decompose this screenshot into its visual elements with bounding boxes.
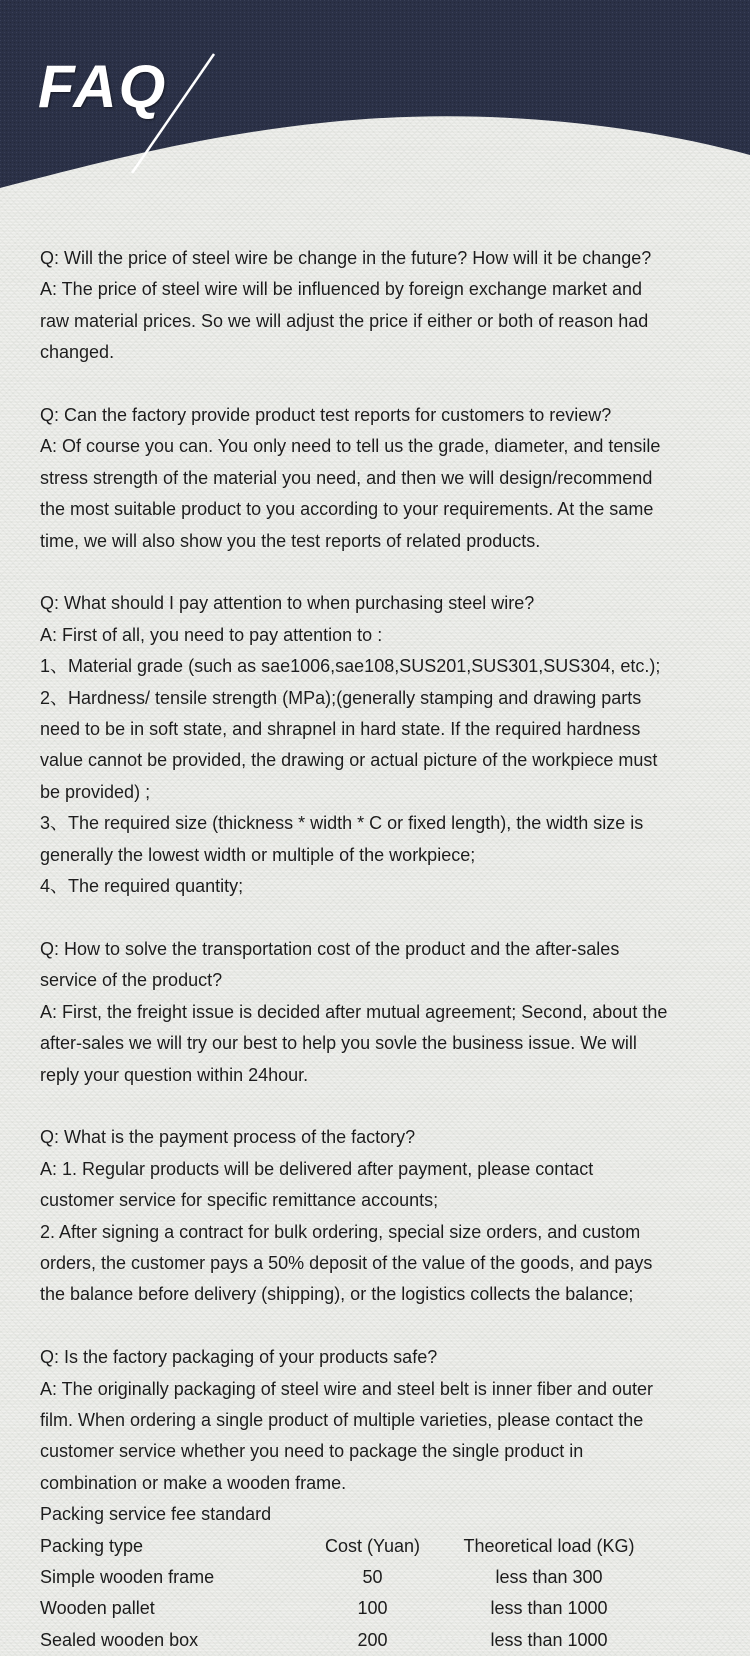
slash-decoration — [0, 0, 750, 215]
faq-question: Q: What is the payment process of the factory? — [40, 1127, 416, 1148]
faq-answer-line: after-sales we will try our best to help you sovle the business issue. We will — [40, 1033, 637, 1054]
page-title: FAQ — [38, 53, 168, 120]
faq-question: Q: Can the factory provide product test reports for customers to review? — [40, 405, 612, 426]
load-cell: less than 1000 — [490, 1629, 608, 1650]
faq-answer-line: orders, the customer pays a 50% deposit of the value of the goods, and pays — [40, 1252, 653, 1273]
faq-answer-line: 2. After signing a contract for bulk ordering, special size orders, and custom — [40, 1221, 641, 1242]
faq-answer-line: raw material prices. So we will adjust the price if either or both of reason had — [40, 310, 649, 331]
faq-answer-line: value cannot be provided, the drawing or actual picture of the workpiece must — [40, 750, 658, 771]
faq-answer-line: customer service whether you need to package the single product in — [40, 1441, 584, 1462]
faq-answer-line: changed. — [40, 342, 115, 363]
faq-answer-line: A: Of course you can. You only need to tell us the grade, diameter, and tensile — [40, 436, 661, 457]
faq-item — [40, 1342, 720, 1530]
faq-answer-line: the balance before delivery (shipping), or the logistics collects the balance; — [40, 1284, 634, 1305]
faq-answer-line: 2、Hardness/ tensile strength (MPa);(generally stamping and drawing parts — [40, 687, 642, 708]
packing-type-cell: Simple wooden frame — [40, 1566, 215, 1587]
faq-answer-line: time, we will also show you the test reports of related products. — [40, 530, 541, 551]
faq-answer-line: customer service for specific remittance accounts; — [40, 1190, 439, 1211]
packing-type-header: Packing type — [40, 1535, 144, 1556]
faq-answer-line: film. When ordering a single product of multiple varieties, please contact the — [40, 1409, 644, 1430]
packing-fee-heading: Packing service fee standard — [40, 1504, 272, 1525]
packing-type-cell: Sealed wooden box — [40, 1629, 199, 1650]
table-row — [40, 1625, 720, 1656]
faq-answer-line: stress strength of the material you need, and then we will design/recommend — [40, 467, 653, 488]
cost-cell: 100 — [357, 1598, 388, 1619]
faq-answer-line: A: First of all, you need to pay attention to : — [40, 624, 383, 645]
faq-answer-line: generally the lowest width or multiple of the workpiece; — [40, 844, 476, 865]
table-row — [40, 1562, 720, 1593]
faq-answer-line: 3、The required size (thickness * width * C or fixed length), the width size is — [40, 813, 644, 834]
faq-question: Q: Will the price of steel wire be change in the future? How will it be change? — [40, 248, 652, 268]
faq-answer-line: reply your question within 24hour. — [40, 1064, 309, 1085]
faq-answer-line: A: The originally packaging of steel wire and steel belt is inner fiber and outer — [40, 1378, 654, 1399]
faq-item — [40, 243, 720, 369]
faq-answer-line: 1、Material grade (such as sae1006,sae108,SUS201,SUS301,SUS304, etc.); — [40, 656, 661, 677]
cost-cell: 50 — [362, 1566, 383, 1587]
faq-answer-line: A: 1. Regular products will be delivered after payment, please contact — [40, 1158, 594, 1179]
load-cell: less than 300 — [495, 1566, 603, 1587]
faq-answer-line: be provided) ; — [40, 781, 151, 802]
faq-item — [40, 588, 720, 902]
cost-header: Cost (Yuan) — [324, 1535, 421, 1556]
faq-item — [40, 400, 720, 557]
faq-content — [40, 243, 720, 1656]
faq-item — [40, 1122, 720, 1310]
table-row — [40, 1593, 720, 1624]
faq-answer-line: A: First, the freight issue is decided after mutual agreement; Second, about the — [40, 1001, 668, 1022]
faq-answer-line: A: The price of steel wire will be influenced by foreign exchange market and — [40, 279, 642, 300]
faq-question: Q: Is the factory packaging of your products safe? — [40, 1347, 438, 1368]
faq-answer-line: need to be in soft state, and shrapnel in hard state. If the required hardness — [40, 719, 641, 740]
load-cell: less than 1000 — [490, 1598, 608, 1619]
packing-table-header — [40, 1531, 720, 1562]
packing-type-cell: Wooden pallet — [40, 1598, 155, 1619]
faq-item — [40, 934, 720, 1091]
faq-answer-line: the most suitable product to you according to your requirements. At the same — [40, 499, 654, 520]
faq-question: service of the product? — [40, 970, 223, 991]
faq-header-banner — [0, 0, 750, 215]
load-header: Theoretical load (KG) — [463, 1535, 635, 1556]
cost-cell: 200 — [357, 1629, 388, 1650]
faq-question: Q: How to solve the transportation cost of the product and the after-sales — [40, 938, 620, 959]
faq-question: Q: What should I pay attention to when purchasing steel wire? — [40, 593, 535, 614]
faq-answer-line: 4、The required quantity; — [40, 876, 244, 897]
faq-answer-line: combination or make a wooden frame. — [40, 1472, 347, 1493]
packing-table — [40, 1531, 720, 1656]
